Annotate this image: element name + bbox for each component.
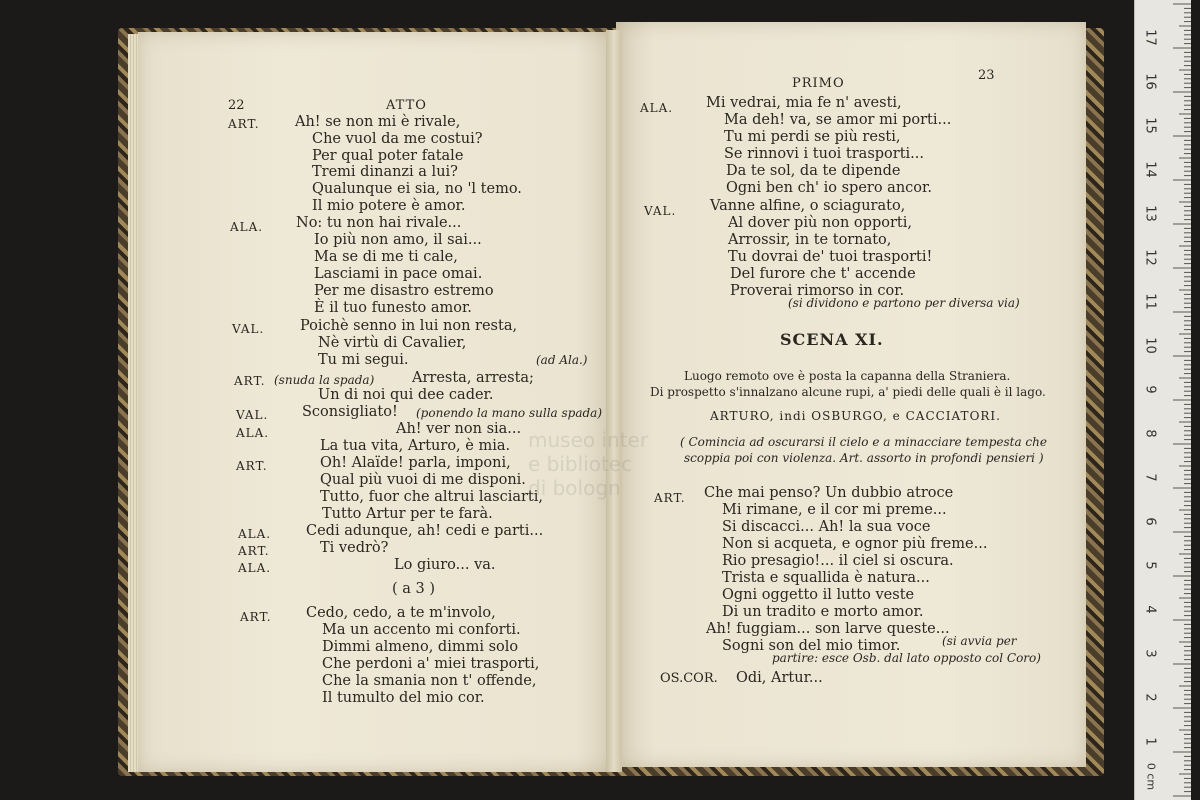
speaker: VAL. bbox=[236, 408, 269, 422]
speaker: ART. bbox=[240, 610, 272, 624]
verse-line: Ma deh! va, se amor mi porti... bbox=[724, 112, 952, 128]
verse-line: Non si acqueta, e ognor più freme... bbox=[722, 536, 988, 552]
verse-line: Per me disastro estremo bbox=[314, 283, 494, 299]
stage-direction: (snuda la spada) bbox=[274, 373, 375, 387]
speaker: OS.COR. bbox=[660, 671, 718, 686]
ruler-number: 2 bbox=[1142, 693, 1158, 702]
verse-line: Tutto Artur per te farà. bbox=[322, 506, 493, 522]
speaker: ART. bbox=[654, 491, 686, 505]
verse-line: Ma se di me ti cale, bbox=[314, 249, 458, 265]
verse-line: Di un tradito e morto amor. bbox=[722, 604, 924, 620]
verse-line: Cedo, cedo, a te m'involo, bbox=[306, 605, 496, 621]
characters-entering: ARTURO, indi OSBURGO, e CACCIATORI. bbox=[710, 409, 1001, 423]
verse-line: Oh! Alaïde! parla, imponi, bbox=[320, 455, 511, 471]
ruler-number: 5 bbox=[1142, 561, 1158, 570]
ruler-number: 7 bbox=[1142, 473, 1158, 482]
speaker: ALA. bbox=[238, 561, 272, 575]
speaker: ALA. bbox=[238, 527, 272, 541]
verse-line: Lasciami in pace omai. bbox=[314, 266, 483, 282]
running-head-right: PRIMO bbox=[792, 76, 845, 91]
verse-line: Mi vedrai, mia fe n' avesti, bbox=[706, 95, 902, 111]
ruler-number: 12 bbox=[1142, 249, 1158, 266]
ruler-number: 0 cm bbox=[1144, 762, 1158, 791]
verse-line: Per qual poter fatale bbox=[312, 148, 464, 164]
verse-line: Del furore che t' accende bbox=[730, 266, 916, 282]
speaker: ALA. bbox=[230, 220, 264, 234]
verse-line: Odi, Artur... bbox=[736, 670, 823, 686]
verse-line: Tu dovrai de' tuoi trasporti! bbox=[728, 249, 933, 265]
speaker: ART. bbox=[234, 374, 266, 388]
speaker: ART. bbox=[236, 459, 268, 473]
ensemble-marker: ( a 3 ) bbox=[392, 581, 436, 597]
page-number-right: 23 bbox=[978, 68, 995, 83]
verse-line: Io più non amo, il sai... bbox=[314, 232, 482, 248]
verse-line: Qualunque ei sia, no 'l temo. bbox=[312, 181, 522, 197]
verse-line: Il mio potere è amor. bbox=[312, 198, 466, 214]
speaker: VAL. bbox=[644, 204, 677, 218]
verse-line: Poichè senno in lui non resta, bbox=[300, 318, 518, 334]
ruler-number: 9 bbox=[1142, 385, 1158, 394]
stage-direction: (ponendo la mano sulla spada) bbox=[416, 406, 603, 420]
verse-line: Da te sol, da te dipende bbox=[726, 163, 901, 179]
ruler-number: 17 bbox=[1142, 29, 1158, 46]
ruler-number: 4 bbox=[1142, 605, 1158, 614]
setting-description: Di prospetto s'innalzano alcune rupi, a' piedi delle quali è il lago. bbox=[650, 385, 1046, 399]
verse-line: Il tumulto del mio cor. bbox=[322, 690, 485, 706]
ruler-number: 10 bbox=[1142, 337, 1158, 354]
verse-line: Tu mi perdi se più resti, bbox=[724, 129, 901, 145]
verse-line: Ah! ver non sia... bbox=[396, 421, 522, 437]
ruler-number: 13 bbox=[1142, 205, 1158, 222]
verse-line: Ogni oggetto il lutto veste bbox=[722, 587, 915, 603]
speaker: ALA. bbox=[236, 426, 270, 440]
verse-line: Ogni ben ch' io spero ancor. bbox=[726, 180, 932, 196]
verse-line: Vanne alfine, o sciagurato, bbox=[710, 198, 906, 214]
verse-line: Che vuol da me costui? bbox=[312, 131, 483, 147]
verse-line: No: tu non hai rivale... bbox=[296, 215, 462, 231]
ruler-number: 6 bbox=[1142, 517, 1158, 526]
running-head-left: ATTO bbox=[386, 98, 427, 113]
verse-line: Nè virtù di Cavalier, bbox=[318, 335, 467, 351]
verse-line: Tu mi segui. bbox=[318, 352, 409, 368]
stage-direction: ( Comincia ad oscurarsi il cielo e a minacciare tempesta che bbox=[680, 435, 1047, 449]
scene-heading: SCENA XI. bbox=[780, 330, 884, 349]
page-number-left: 22 bbox=[228, 98, 245, 113]
verse-line: Proverai rimorso in cor. bbox=[730, 283, 905, 299]
speaker: ART. bbox=[238, 544, 270, 558]
verse-line: Ah! se non mi è rivale, bbox=[295, 114, 461, 130]
verse-line: La tua vita, Arturo, è mia. bbox=[320, 438, 511, 454]
verse-line: Dimmi almeno, dimmi solo bbox=[322, 639, 519, 655]
stage-direction: (ad Ala.) bbox=[536, 353, 588, 367]
verse-line: Qual più vuoi di me disponi. bbox=[320, 472, 526, 488]
verse-line: Che la smania non t' offende, bbox=[322, 673, 537, 689]
verse-line: Lo giuro... va. bbox=[394, 557, 496, 573]
ruler-number: 16 bbox=[1142, 73, 1158, 90]
measuring-ruler bbox=[1134, 0, 1191, 800]
speaker: VAL. bbox=[232, 322, 265, 336]
verse-line: Sconsigliato! bbox=[302, 404, 398, 420]
stage-direction: (si avvia per bbox=[942, 634, 1017, 648]
verse-line: Sogni son del mio timor. bbox=[722, 638, 901, 654]
verse-line: Tutto, fuor che altrui lasciarti, bbox=[320, 489, 543, 505]
verse-line: Ti vedrò? bbox=[320, 540, 389, 556]
verse-line: Che perdoni a' miei trasporti, bbox=[322, 656, 540, 672]
verse-line: Al dover più non opporti, bbox=[728, 215, 912, 231]
speaker: ALA. bbox=[640, 101, 674, 115]
verse-line: Mi rimane, e il cor mi preme... bbox=[722, 502, 947, 518]
verse-line: Si discacci... Ah! la sua voce bbox=[722, 519, 931, 535]
book-gutter bbox=[606, 30, 622, 772]
verse-line: Un di noi qui dee cader. bbox=[318, 387, 494, 403]
verse-line: Se rinnovi i tuoi trasporti... bbox=[724, 146, 925, 162]
verse-line: Arrossir, in te tornato, bbox=[728, 232, 892, 248]
speaker: ART. bbox=[228, 117, 260, 131]
verse-line: Arresta, arresta; bbox=[412, 370, 534, 386]
stage-direction: scoppia poi con violenza. Art. assorto in profondi pensieri ) bbox=[684, 451, 1044, 465]
stage-direction: (si dividono e partono per diversa via) bbox=[788, 296, 1020, 310]
ruler-number: 1 bbox=[1142, 737, 1158, 746]
stage-direction: partire: esce Osb. dal lato opposto col Coro) bbox=[772, 651, 1041, 665]
ruler-number: 15 bbox=[1142, 117, 1158, 134]
verse-line: Ah! fuggiam... son larve queste... bbox=[706, 621, 950, 637]
ruler-number: 3 bbox=[1142, 649, 1158, 658]
ruler-number: 14 bbox=[1142, 161, 1158, 178]
verse-line: Trista e squallida è natura... bbox=[722, 570, 930, 586]
ruler-number: 8 bbox=[1142, 429, 1158, 438]
verse-line: Rio presagio!... il ciel si oscura. bbox=[722, 553, 954, 569]
ruler-number: 11 bbox=[1142, 293, 1158, 310]
verse-line: Che mai penso? Un dubbio atroce bbox=[704, 485, 954, 501]
library-watermark: museo inter e bibliotec di bologn bbox=[528, 428, 649, 500]
verse-line: Cedi adunque, ah! cedi e parti... bbox=[306, 523, 544, 539]
setting-description: Luogo remoto ove è posta la capanna della Straniera. bbox=[684, 369, 1011, 383]
verse-line: È il tuo funesto amor. bbox=[314, 300, 472, 316]
verse-line: Ma un accento mi conforti. bbox=[322, 622, 521, 638]
verse-line: Tremi dinanzi a lui? bbox=[312, 164, 458, 180]
